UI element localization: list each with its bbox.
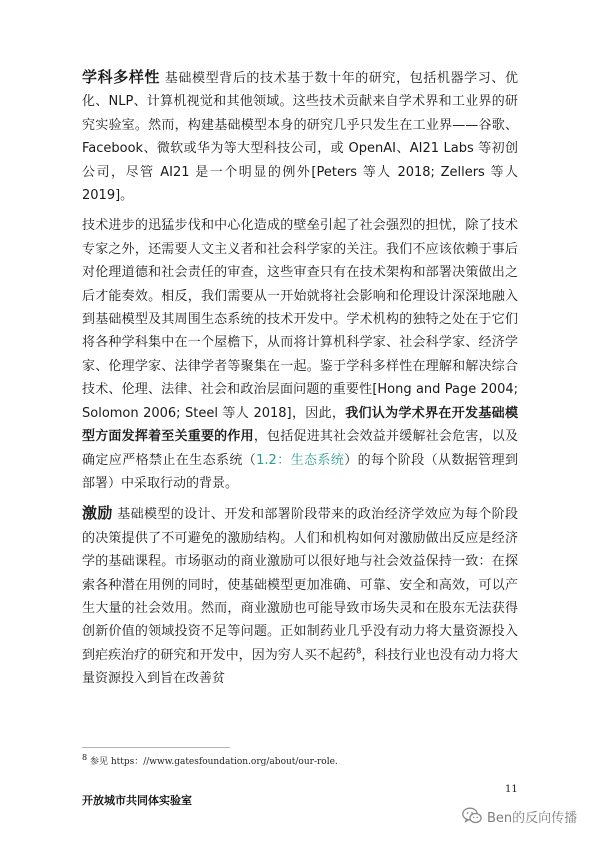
paragraph-text: ）的每个阶段（从数据管理到部署）中采取行动的背景。 [82, 452, 518, 491]
footnote-number: 8 [82, 753, 88, 762]
paragraph-text: 基础模型的设计、开发和部署阶段带来的政治经济学效应为每个阶段的决策提供了不可避免的激励结构。人们和机构如何对激励做出反应是经济学的基础课程。市场驱动的商业激励可以很好地与社会效益保持一致：在探索各种潜在用例的同时，使基础模型更加准确、可靠、安全和高效，可以产生大量的社会效用。然而，商业激励也可能导致市场失灵和在股东无法获得创新价值的领域投资不足等问题。正如制药业几乎没有动力将大量资源投入到疟疾治疗的研究和开发中，因为穷人买不起药 [82, 507, 518, 663]
body-text [82, 66, 518, 698]
paragraph-text: ，科技行业也没有动力将大量资源投入到旨在改善贫 [82, 647, 518, 687]
footer-org: 开放城市共同体实验室 [82, 794, 192, 807]
page-number: 11 [505, 784, 518, 795]
footnote-ref[interactable]: 8 [356, 646, 362, 656]
footnote [82, 754, 518, 767]
heading-disciplinary-diversity: 学科多样性 [82, 68, 161, 86]
watermark [462, 806, 577, 826]
footnote-divider [82, 747, 230, 748]
bold-claim: 我们认为学术界在开发基础模型方面发挥着至关重要的作用 [82, 405, 518, 445]
paragraph-text: 基础模型背后的技术基于数十年的研究，包括机器学习、优化、NLP、计算机视觉和其他领域。这些技术贡献来自学术界和工业界的研究实验室。然而，构建基础模型本身的研究几乎只发生在工业界——谷歌、Facebook、微软或华为等大型科技公司，或 OpenAI、AI21 Labs 等初创公司，尽管 AI21 是一个明显的例外[Peters 等人 2018; Zellers 等人 2019]。 [82, 71, 518, 204]
footnote-text: 参见 https：//www.gatesfoundation.org/about/our-role. [87, 757, 338, 767]
paragraph-text: 技术进步的迅猛步伐和中心化造成的壁垒引起了社会强烈的担忧，除了技术专家之外，还需要人文主义者和社会科学家的关注。我们不应该依赖于事后对伦理道德和社会责任的审查，这些审查只有在技术架构和部署决策做出之后才能奏效。相反，我们需要从一开始就将社会影响和伦理设计深深地融入到基础模型及其周围生态系统的技术开发中。学术机构的独特之处在于它们将各种学科集中在一个屋檐下，从而将计算机科学家、社会科学家、经济学家、伦理学家、法律学者等聚集在一起。鉴于学科多样性在理解和解决综合技术、伦理、法律、社会和政治层面问题的重要性[Hong and Page 2004; Solomon 2006; Steel 等人 2018]，因此， [82, 218, 518, 421]
watermark-text: Ben的反向传播 [487, 810, 578, 826]
paragraph-text: ，包括促进其社会效益并缓解社会危害，以及确定应严格禁止在生态系统（ [82, 429, 518, 468]
wechat-icon [462, 807, 482, 825]
section-link-ecosystem[interactable]: 1.2：生态系统 [256, 452, 345, 468]
paragraph-social-concerns [82, 214, 518, 495]
paragraph-disciplinary-diversity [82, 66, 518, 207]
heading-incentives: 激励 [82, 504, 113, 523]
paragraph-incentives [82, 502, 518, 690]
